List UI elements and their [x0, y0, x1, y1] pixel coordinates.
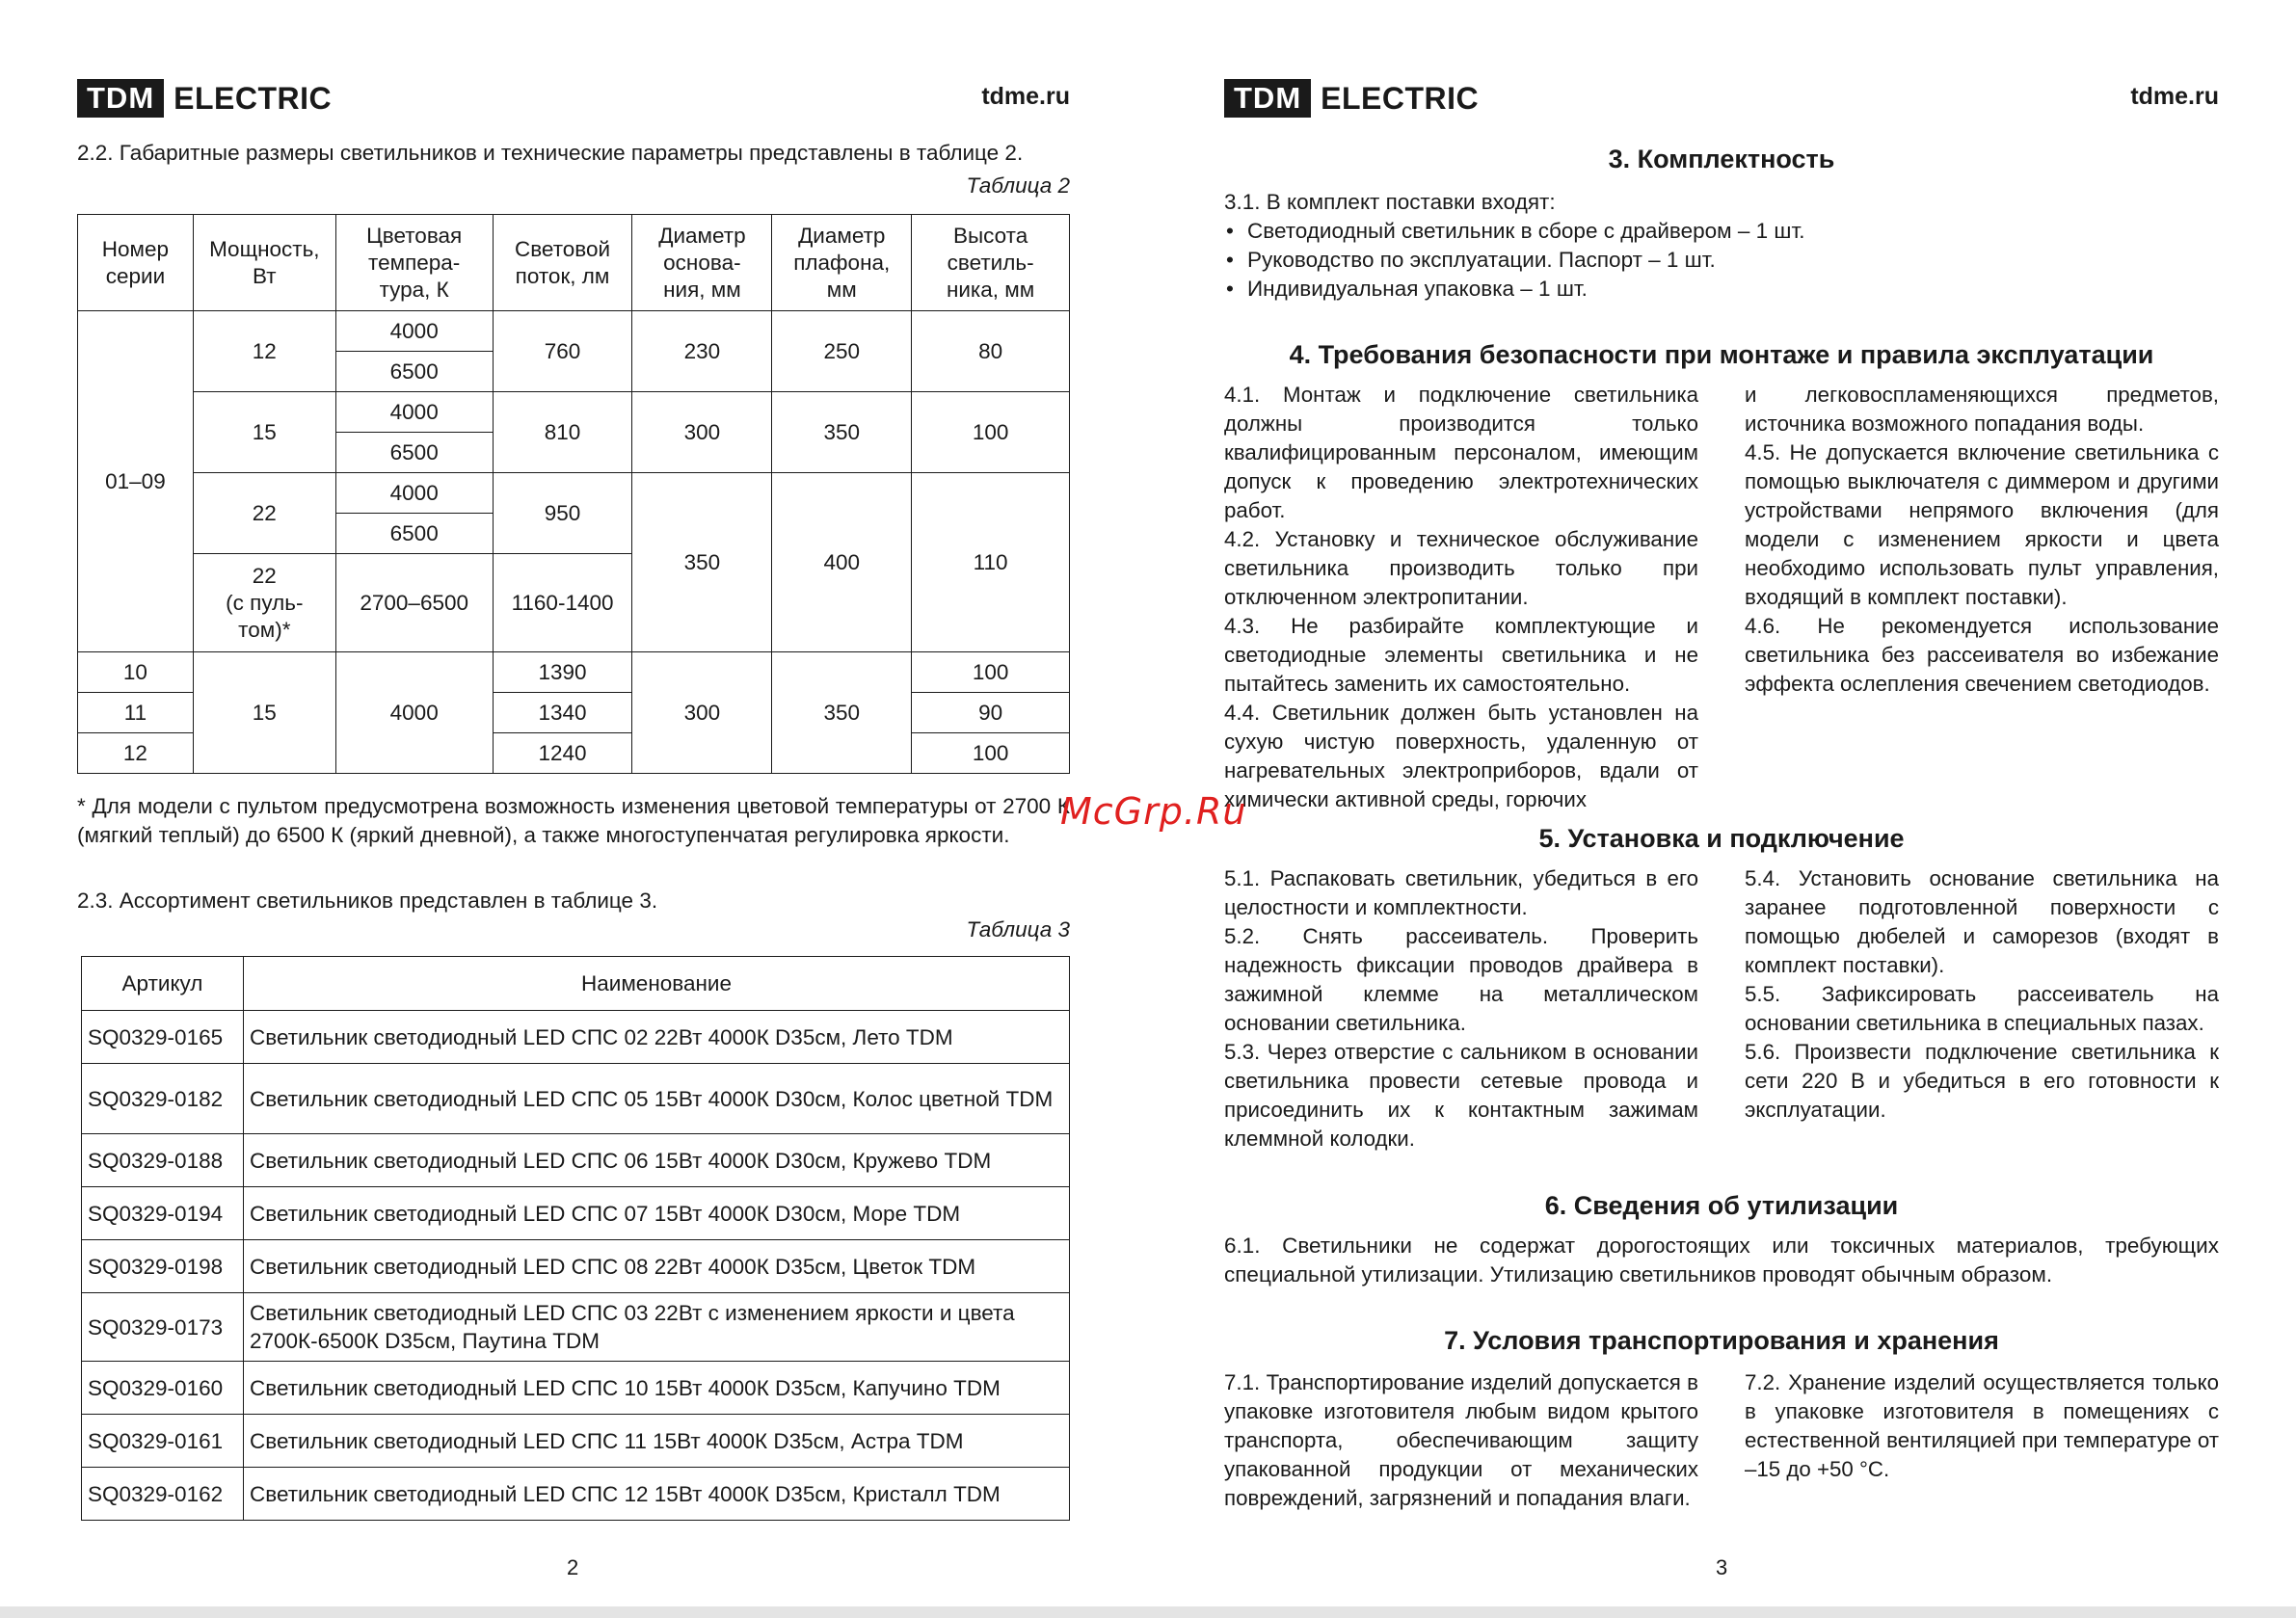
- cell: 100: [912, 392, 1070, 473]
- col-header-sku: Артикул: [82, 957, 244, 1011]
- cell: 1160-1400: [493, 554, 632, 652]
- sku-cell: SQ0329-0182: [82, 1064, 244, 1134]
- cell: 12: [78, 733, 194, 774]
- col-header-name: Наименование: [244, 957, 1070, 1011]
- s4-col-1: [1224, 381, 1698, 814]
- cell: 6500: [335, 514, 493, 554]
- paragraph: 7.1. Транспортирование изделий допускается в упаковке изготовителя любым видом крытого транспорта, обеспечивающим защиту упакованной продукции от механических повреждений, загрязнений и попадания влаги.: [1224, 1370, 1698, 1510]
- cell: 90: [912, 693, 1070, 733]
- s7-col-2: [1745, 1368, 2219, 1513]
- intro-2-3: 2.3. Ассортимент светильников представлен в таблице 3.: [77, 889, 658, 913]
- site-link[interactable]: tdme.ru: [981, 83, 1070, 110]
- section-5-body: [1224, 864, 2219, 1154]
- cell: 110: [912, 473, 1070, 652]
- paragraph: 5.2. Снять рассеиватель. Проверить надежность фиксации проводов драйвера в зажимной клемме на металлическом основании светильника.: [1224, 924, 1698, 1035]
- cell: 22: [193, 473, 335, 554]
- paragraph: 7.2. Хранение изделий осуществляется только в упаковке изготовителя в помещениях с естественной вентиляцией при температуре от –15 до +50 °С.: [1745, 1370, 2219, 1481]
- col-header: Мощность, Вт: [193, 215, 335, 311]
- table-row: [82, 1468, 1070, 1521]
- cell: 810: [493, 392, 632, 473]
- cell: 11: [78, 693, 194, 733]
- sku-cell: SQ0329-0198: [82, 1240, 244, 1293]
- left-page: [77, 0, 1070, 1618]
- watermark: McGrp.Ru: [1060, 790, 1247, 833]
- cell: 230: [632, 311, 772, 392]
- sku-cell: SQ0329-0162: [82, 1468, 244, 1521]
- paragraph: 5.5. Зафиксировать рассеиватель на основании светильника в специальных пазах.: [1745, 982, 2219, 1035]
- page-header: [1224, 77, 2219, 119]
- cell: 22 (с пуль- том)*: [193, 554, 335, 652]
- paragraph: 4.3. Не разбирайте комплектующие и светодиодные элементы светильника и не пытайтесь заменить их самостоятельно.: [1224, 614, 1698, 696]
- cell: 1390: [493, 652, 632, 693]
- paragraph: 4.6. Не рекомендуется использование светильника без рассеивателя во избежание эффекта ослепления свечением светодиодов.: [1745, 614, 2219, 696]
- cell: 15: [193, 392, 335, 473]
- name-cell: Светильник светодиодный LED СПС 06 15Вт 4000К D30см, Кружево TDM: [244, 1134, 1070, 1187]
- cell: 4000: [335, 473, 493, 514]
- cell: 1240: [493, 733, 632, 774]
- list-item: • Руководство по эксплуатации. Паспорт – 1 шт.: [1224, 246, 1805, 275]
- paragraph: 5.3. Через отверстие с сальником в основании светильника провести сетевые провода и присоединить их к контактным зажимам клеммной колодки.: [1224, 1040, 1698, 1151]
- cell: 80: [912, 311, 1070, 392]
- table2-footnote: * Для модели с пультом предусмотрена возможность изменения цветовой температуры от 2700 К (мягкий теплый) до 6500 К (яркий дневной), а также многоступенчатая регулировка яркости.: [77, 794, 1070, 847]
- col-header: Диаметр основа- ния, мм: [632, 215, 772, 311]
- section-3-body: [1224, 188, 1805, 304]
- intro-2-2: 2.2. Габаритные размеры светильников и технические параметры представлены в таблице 2.: [77, 141, 1024, 165]
- sku-cell: SQ0329-0188: [82, 1134, 244, 1187]
- section-5-title: 5. Установка и подключение: [1538, 824, 1905, 853]
- s3-list: [1224, 217, 1805, 304]
- sku-cell: SQ0329-0165: [82, 1011, 244, 1064]
- page-number: 2: [567, 1555, 579, 1579]
- right-page: [1224, 0, 2219, 1618]
- section-7-body: [1224, 1368, 2219, 1513]
- s5-col-1: [1224, 864, 1698, 1154]
- name-cell: Светильник светодиодный LED СПС 11 15Вт 4000К D35см, Астра TDM: [244, 1415, 1070, 1468]
- list-item: • Индивидуальная упаковка – 1 шт.: [1224, 275, 1805, 304]
- paragraph: 5.4. Установить основание светильника на заранее подготовленной поверхности с помощью дюбелей и саморезов (входят в комплект поставки).: [1745, 866, 2219, 977]
- section-6-title: 6. Сведения об утилизации: [1544, 1191, 1899, 1220]
- tdm-logo: [1224, 77, 1479, 119]
- cell: 100: [912, 733, 1070, 774]
- table-header-row: [78, 215, 1070, 311]
- cell: 2700–6500: [335, 554, 493, 652]
- col-header: Цветовая темпера- тура, К: [335, 215, 493, 311]
- table-row: [82, 1293, 1070, 1362]
- bottom-divider: [0, 1606, 2296, 1618]
- cell: 300: [632, 392, 772, 473]
- cell: 250: [772, 311, 912, 392]
- table-row: [78, 311, 1070, 352]
- site-link[interactable]: tdme.ru: [2130, 83, 2219, 110]
- table-row: [82, 1187, 1070, 1240]
- page-header: [77, 77, 1070, 119]
- paragraph: 4.5. Не допускается включение светильника с помощью выключателя с диммером и другими устройствами непрямого включения (для модели с изменением яркости и цвета необходимо использовать пульт управления, входящий в комплект поставки).: [1745, 440, 2219, 609]
- paragraph: и легковоспламеняющихся предметов, источника возможного попадания воды.: [1745, 383, 2219, 436]
- col-header: Номер серии: [78, 215, 194, 311]
- cell: 300: [632, 652, 772, 774]
- logo-text: ELECTRIC: [1321, 80, 1480, 116]
- cell: 15: [193, 652, 335, 774]
- cell: 6500: [335, 352, 493, 392]
- paragraph: 5.6. Произвести подключение светильника к сети 220 В и убедиться в его готовности к эксплуатации.: [1745, 1040, 2219, 1122]
- section-6-body: 6.1. Светильники не содержат дорогостоящих или токсичных материалов, требующих специальной утилизации. Утилизацию светильников проводят обычным образом.: [1224, 1233, 2219, 1286]
- cell: 350: [632, 473, 772, 652]
- table2-caption: Таблица 2: [966, 173, 1070, 198]
- cell: 350: [772, 652, 912, 774]
- section-7-title: 7. Условия транспортирования и хранения: [1444, 1326, 1999, 1355]
- table-row: [82, 1064, 1070, 1134]
- cell: 01–09: [78, 311, 194, 652]
- cell: 100: [912, 652, 1070, 693]
- logo-text: ELECTRIC: [174, 80, 333, 116]
- logo-box: TDM: [77, 79, 164, 118]
- table-row: [82, 1240, 1070, 1293]
- list-item: • Светодиодный светильник в сборе с драйвером – 1 шт.: [1224, 217, 1805, 246]
- paragraph: 5.1. Распаковать светильник, убедиться в его целостности и комплектности.: [1224, 866, 1698, 919]
- cell: 12: [193, 311, 335, 392]
- name-cell: Светильник светодиодный LED СПС 08 22Вт 4000К D35см, Цветок TDM: [244, 1240, 1070, 1293]
- sku-cell: SQ0329-0194: [82, 1187, 244, 1240]
- col-header: Диаметр плафона, мм: [772, 215, 912, 311]
- cell: 350: [772, 392, 912, 473]
- table-row: [78, 652, 1070, 693]
- paragraph: 4.4. Светильник должен быть установлен на сухую чистую поверхность, удаленную от нагревательных электроприборов, вдали от химически активной среды, горючих: [1224, 701, 1698, 811]
- logo-box: TDM: [1224, 79, 1311, 118]
- table-2: [77, 214, 1070, 774]
- s7-col-1: [1224, 1368, 1698, 1513]
- tdm-logo: [77, 77, 332, 119]
- name-cell: Светильник светодиодный LED СПС 10 15Вт 4000К D35см, Капучино TDM: [244, 1362, 1070, 1415]
- sku-cell: SQ0329-0173: [82, 1293, 244, 1362]
- table-row: [82, 1134, 1070, 1187]
- page-number: 3: [1716, 1555, 1728, 1579]
- s4-col-2: [1745, 381, 2219, 814]
- cell: 950: [493, 473, 632, 554]
- sku-cell: SQ0329-0161: [82, 1415, 244, 1468]
- name-cell: Светильник светодиодный LED СПС 07 15Вт 4000К D30см, Море TDM: [244, 1187, 1070, 1240]
- table3-caption: Таблица 3: [966, 917, 1070, 942]
- col-header: Высота светиль- ника, мм: [912, 215, 1070, 311]
- cell: 10: [78, 652, 194, 693]
- paragraph: 4.2. Установку и техническое обслуживание светильника производить только при отключенном электропитании.: [1224, 527, 1698, 609]
- section-4-body: [1224, 381, 2219, 814]
- table-row: [82, 1415, 1070, 1468]
- cell: 400: [772, 473, 912, 652]
- section-3-title: 3. Комплектность: [1608, 145, 1835, 173]
- s3-intro: 3.1. В комплект поставки входят:: [1224, 190, 1556, 214]
- name-cell: Светильник светодиодный LED СПС 03 22Вт с изменением яркости и цвета 2700К-6500К D35см, Паутина TDM: [244, 1293, 1070, 1362]
- name-cell: Светильник светодиодный LED СПС 02 22Вт 4000К D35см, Лето TDM: [244, 1011, 1070, 1064]
- table-row: [78, 473, 1070, 514]
- cell: 4000: [335, 311, 493, 352]
- col-header: Световой поток, лм: [493, 215, 632, 311]
- cell: 4000: [335, 652, 493, 774]
- cell: 1340: [493, 693, 632, 733]
- table-row: [82, 1362, 1070, 1415]
- cell: 4000: [335, 392, 493, 433]
- name-cell: Светильник светодиодный LED СПС 12 15Вт 4000К D35см, Кристалл TDM: [244, 1468, 1070, 1521]
- table-header-row: [82, 957, 1070, 1011]
- cell: 6500: [335, 433, 493, 473]
- paragraph: 4.1. Монтаж и подключение светильника должны производится только квалифицированным персоналом, имеющим допуск к проведению электротехнических работ.: [1224, 383, 1698, 522]
- table-row: [82, 1011, 1070, 1064]
- table-row: [78, 392, 1070, 433]
- sku-cell: SQ0329-0160: [82, 1362, 244, 1415]
- name-cell: Светильник светодиодный LED СПС 05 15Вт 4000К D30см, Колос цветной TDM: [244, 1064, 1070, 1134]
- section-4-title: 4. Требования безопасности при монтаже и правила эксплуатации: [1289, 340, 2154, 369]
- cell: 760: [493, 311, 632, 392]
- s5-col-2: [1745, 864, 2219, 1154]
- table-3: [81, 956, 1070, 1521]
